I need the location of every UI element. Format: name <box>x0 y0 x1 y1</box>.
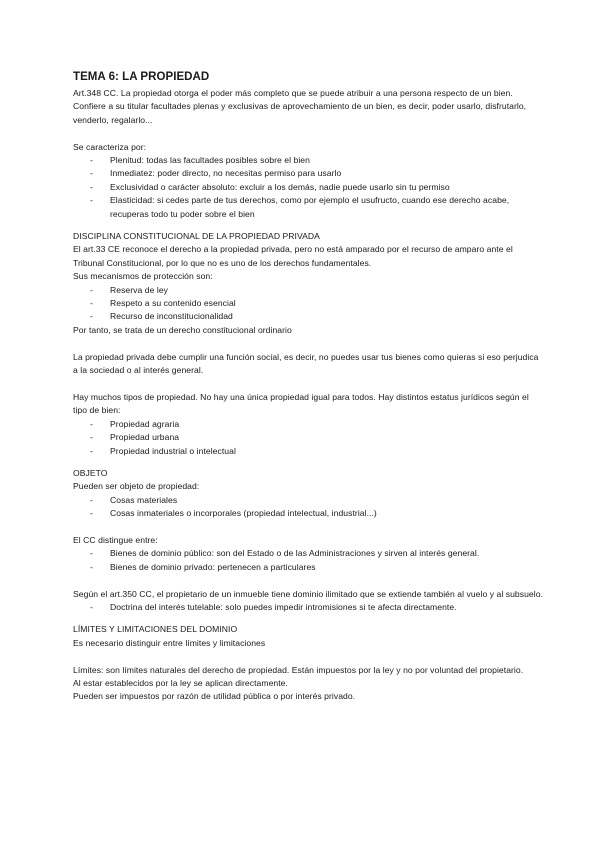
art350-list <box>73 601 543 614</box>
characteristics-lead: Se caracteriza por: <box>73 141 147 152</box>
types-paragraph: Hay muchos tipos de propiedad. No hay una única propiedad igual para todos. Hay distintos estatus jurídicos según el tipo de bien: <box>73 391 529 416</box>
list-item: - Doctrina del interés tutelable: solo puedes impedir intromisiones si te afecta directamente. <box>90 601 457 612</box>
list-item: - Recurso de inconstitucionalidad <box>90 311 233 322</box>
protection-list <box>73 284 543 324</box>
cc-distingue-list <box>73 547 543 574</box>
section-heading-objeto: OBJETO <box>73 467 108 478</box>
disciplina-paragraph: El art.33 CE reconoce el derecho a la propiedad privada, pero no está amparado por el recurso de amparo ante el Tribunal Constitucional, por lo que no es uno de los derechos fundamentales. <box>73 244 513 268</box>
objeto-lead: Pueden ser objeto de propiedad: <box>73 481 200 492</box>
list-item: - Bienes de dominio público: son del Estado o de las Administraciones y sirven al interés general. <box>90 548 480 559</box>
list-item: - Propiedad agraria <box>90 418 180 429</box>
limites-line-3: Pueden ser impuestos por razón de utilidad pública o por interés privado. <box>73 691 356 702</box>
limites-paragraph: Límites: son límites naturales del derecho de propiedad. Están impuestos por la ley y no por voluntad del propietario. <box>73 664 524 675</box>
list-item: - Reserva de ley <box>90 284 169 295</box>
list-item: - Cosas materiales <box>90 494 178 505</box>
social-function-paragraph: La propiedad privada debe cumplir una función social, es decir, no puedes usar tus bienes como quieras si eso perjudica a la sociedad o al interés general. <box>73 351 539 376</box>
list-item: - Exclusividad o carácter absoluto: excluir a los demás, nadie puede usarlo sin tu permiso <box>90 181 450 192</box>
section-heading-limites: LÍMITES Y LIMITACIONES DEL DOMINIO <box>73 624 238 635</box>
list-item: - Respeto a su contenido esencial <box>90 298 236 309</box>
intro-paragraph: Art.348 CC. La propiedad otorga el poder más completo que se puede atribuir a una persona respecto de un bien. Confiere a su titular facultades plenas y exclusivas de aprovechamiento de un bien, es decir, poder usarlo, disfrutarlo, venderlo, regalarlo... <box>73 88 527 125</box>
art350-paragraph: Según el art.350 CC, el propietario de un inmueble tiene dominio ilimitado que se extiende también al vuelo y al subsuelo. <box>73 588 543 599</box>
limites-line-2: Al estar establecidos por la ley se aplican directamente. <box>73 677 288 688</box>
characteristics-list <box>73 154 543 221</box>
list-item: - Propiedad industrial o intelectual <box>90 445 236 456</box>
cc-distingue-lead: El CC distingue entre: <box>73 534 158 545</box>
list-item: - Elasticidad: si cedes parte de tus derechos, como por ejemplo el usufructo, cuando ese derecho acabe, recuperas todo tu poder sobre el bien <box>90 195 510 219</box>
disciplina-closing: Por tanto, se trata de un derecho constitucional ordinario <box>73 324 292 335</box>
list-item: - Bienes de dominio privado: pertenecen a particulares <box>90 561 316 572</box>
types-list <box>73 418 543 458</box>
list-item: - Inmediatez: poder directo, no necesitas permiso para usarlo <box>90 168 342 179</box>
document-body <box>73 70 543 704</box>
section-heading-disciplina: DISCIPLINA CONSTITUCIONAL DE LA PROPIEDAD PRIVADA <box>73 231 320 242</box>
objeto-list <box>73 494 543 521</box>
list-item: - Plenitud: todas las facultades posibles sobre el bien <box>90 155 310 166</box>
list-item: - Propiedad urbana <box>90 432 180 443</box>
protection-lead: Sus mecanismos de protección son: <box>73 271 213 282</box>
limites-lead: Es necesario distinguir entre límites y limitaciones <box>73 637 266 648</box>
page-title: TEMA 6: LA PROPIEDAD <box>73 71 210 83</box>
list-item: - Cosas inmateriales o incorporales (propiedad intelectual, industrial...) <box>90 508 377 519</box>
